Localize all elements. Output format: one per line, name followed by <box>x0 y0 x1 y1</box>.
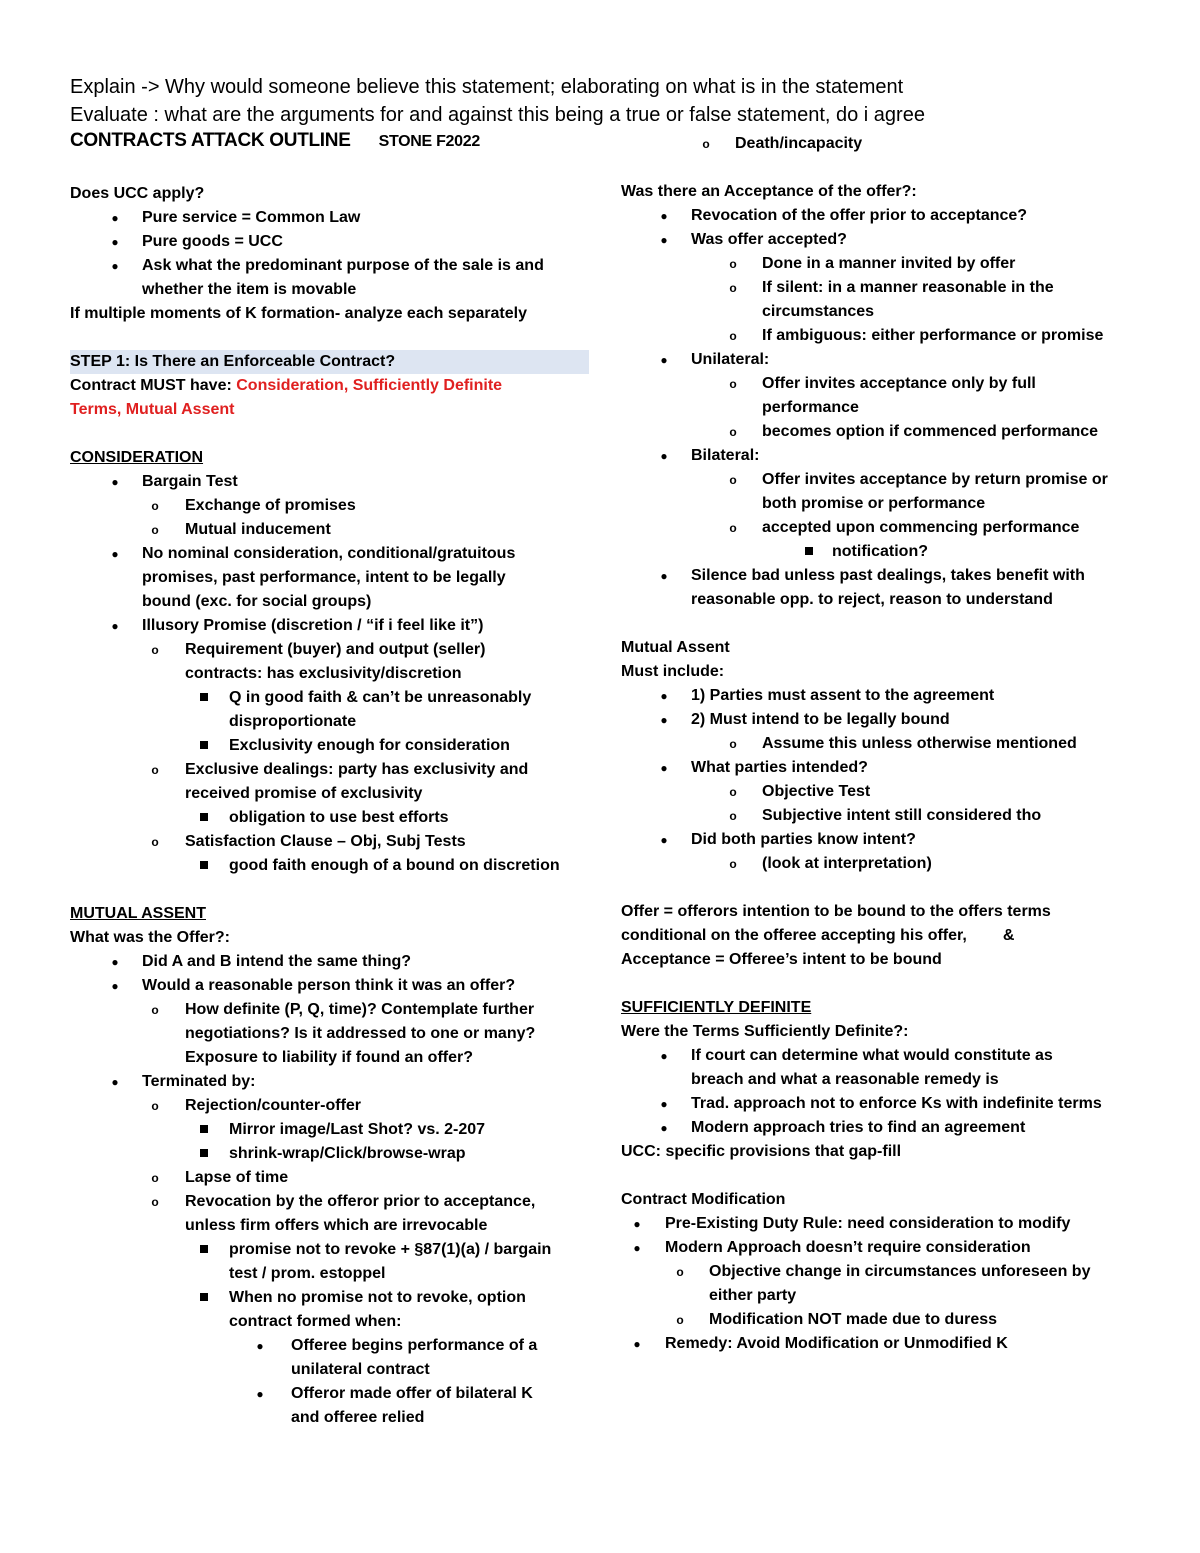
item-text: Objective Test <box>762 783 871 800</box>
list-item-continued: negotiations? Is it addressed to one or many? <box>185 1025 536 1042</box>
circle-bullet-icon: o <box>729 425 737 439</box>
title-text: CONTRACTS ATTACK OUTLINE <box>70 130 351 151</box>
circle-bullet-icon: o <box>151 835 159 849</box>
item-text: Assume this unless otherwise mentioned <box>762 735 1077 752</box>
bullet-icon: ● <box>660 1049 668 1063</box>
list-item-continued: unilateral contract <box>291 1361 430 1378</box>
square-bullet-icon <box>200 813 208 821</box>
item-text: Did both parties know intent? <box>691 831 916 848</box>
item-text: No nominal consideration, conditional/gratuitous <box>142 545 516 562</box>
item-text: How definite (P, Q, time)? Contemplate further <box>185 1001 535 1018</box>
list-item <box>621 228 1141 252</box>
bullet-icon: ● <box>660 833 668 847</box>
bullet-icon: ● <box>111 979 119 993</box>
item-text: becomes option if commenced performance <box>762 423 1099 440</box>
circle-bullet-icon: o <box>729 785 737 799</box>
list-item <box>621 1092 1141 1116</box>
list-item <box>70 998 585 1022</box>
square-bullet-icon <box>200 1149 208 1157</box>
list-item <box>70 830 585 854</box>
list-item-continued: unless firm offers which are irrevocable <box>185 1217 488 1234</box>
circle-bullet-icon: o <box>151 1171 159 1185</box>
list-item <box>621 1308 1141 1332</box>
list-item <box>70 1166 585 1190</box>
list-item <box>70 1094 585 1118</box>
item-text: Mutual inducement <box>185 521 331 538</box>
list-item-continued: and offeree relied <box>291 1409 425 1426</box>
list-item <box>70 806 585 830</box>
list-item <box>621 1044 1141 1068</box>
bullet-icon: ● <box>111 1075 119 1089</box>
item-text: Lapse of time <box>185 1169 289 1186</box>
list-item <box>70 1382 585 1406</box>
bullet-icon: ● <box>111 619 119 633</box>
square-bullet-icon <box>200 741 208 749</box>
item-text: Offeree begins performance of a <box>291 1337 538 1354</box>
item-text: Was offer accepted? <box>691 231 847 248</box>
item-text: obligation to use best efforts <box>229 809 449 826</box>
list-item <box>70 950 585 974</box>
item-text: Pure goods = UCC <box>142 233 283 250</box>
offer-definition-cont <box>621 924 1141 948</box>
circle-bullet-icon: o <box>729 257 737 271</box>
list-item <box>621 324 1141 348</box>
offer-question: What was the Offer?: <box>70 929 231 946</box>
item-text: (look at interpretation) <box>762 855 932 872</box>
circle-bullet-icon: o <box>729 329 737 343</box>
offer-definition-text: conditional on the offeree accepting his offer, <box>621 927 967 944</box>
item-text: Illusory Promise (discretion / “if i feel like it”) <box>142 617 484 634</box>
list-item <box>621 204 1141 228</box>
list-item-continued: test / prom. estoppel <box>229 1265 386 1282</box>
circle-bullet-icon: o <box>151 643 159 657</box>
list-item <box>621 540 1141 564</box>
list-item <box>621 1116 1141 1140</box>
item-text: 2) Must intend to be legally bound <box>691 711 950 728</box>
item-text: Subjective intent still considered tho <box>762 807 1042 824</box>
item-text: Done in a manner invited by offer <box>762 255 1016 272</box>
bullet-icon: ● <box>660 1097 668 1111</box>
list-item <box>621 348 1141 372</box>
item-text: Remedy: Avoid Modification or Unmodified K <box>665 1335 1008 1352</box>
list-item <box>70 542 585 566</box>
item-text: If ambiguous: either performance or promise <box>762 327 1104 344</box>
terms-question: Were the Terms Sufficiently Definite?: <box>621 1023 909 1040</box>
circle-bullet-icon: o <box>151 499 159 513</box>
ucc-gap-fill: UCC: specific provisions that gap-fill <box>621 1143 902 1160</box>
square-bullet-icon <box>200 1245 208 1253</box>
bullet-icon: ● <box>111 259 119 273</box>
list-item <box>70 1070 585 1094</box>
item-text: Death/incapacity <box>735 135 863 152</box>
must-include: Must include: <box>621 663 725 680</box>
square-bullet-icon <box>200 1293 208 1301</box>
bullet-icon: ● <box>256 1339 264 1353</box>
list-item <box>70 230 585 254</box>
right-column <box>621 132 1141 1356</box>
circle-bullet-icon: o <box>729 377 737 391</box>
contract-modification-heading: Contract Modification <box>621 1191 786 1208</box>
bullet-icon: ● <box>111 547 119 561</box>
list-item-continued: reasonable opp. to reject, reason to understand <box>691 591 1053 608</box>
list-item <box>70 1286 585 1310</box>
page-title <box>70 130 480 152</box>
item-text: What parties intended? <box>691 759 868 776</box>
item-text: Pure service = Common Law <box>142 209 361 226</box>
bullet-icon: ● <box>660 1121 668 1135</box>
bullet-icon: ● <box>660 233 668 247</box>
list-item <box>70 638 585 662</box>
list-item <box>621 468 1141 492</box>
list-item <box>70 1334 585 1358</box>
list-item <box>621 732 1141 756</box>
list-item <box>70 758 585 782</box>
list-item <box>621 804 1141 828</box>
list-item-continued: performance <box>762 399 859 416</box>
circle-bullet-icon: o <box>729 521 737 535</box>
bullet-icon: ● <box>111 235 119 249</box>
list-item-continued: either party <box>709 1287 797 1304</box>
list-item-continued: disproportionate <box>229 713 357 730</box>
must-have-prefix: Contract MUST have: <box>70 377 237 394</box>
must-have <box>70 374 585 398</box>
item-text: Exclusivity enough for consideration <box>229 737 510 754</box>
item-text: Offeror made offer of bilateral K <box>291 1385 533 1402</box>
item-text: If court can determine what would constitute as <box>691 1047 1053 1064</box>
list-item <box>621 564 1141 588</box>
list-item <box>621 372 1141 396</box>
list-item <box>621 1332 1141 1356</box>
item-text: Terminated by: <box>142 1073 256 1090</box>
item-text: Bargain Test <box>142 473 238 490</box>
list-item <box>621 1212 1141 1236</box>
item-text: Satisfaction Clause – Obj, Subj Tests <box>185 833 466 850</box>
circle-bullet-icon: o <box>151 1195 159 1209</box>
bullet-icon: ● <box>111 955 119 969</box>
circle-bullet-icon: o <box>676 1265 684 1279</box>
must-have-elements-cont: Terms, Mutual Assent <box>70 401 235 418</box>
item-text: Bilateral: <box>691 447 760 464</box>
list-item-continued: received promise of exclusivity <box>185 785 423 802</box>
list-item-continued: both promise or performance <box>762 495 986 512</box>
sufficiently-definite-heading: SUFFICIENTLY DEFINITE <box>621 999 812 1016</box>
item-text: When no promise not to revoke, option <box>229 1289 526 1306</box>
list-item <box>70 254 585 278</box>
list-item <box>621 252 1141 276</box>
bullet-icon: ● <box>660 353 668 367</box>
item-text: Objective change in circumstances unforeseen by <box>709 1263 1091 1280</box>
list-item <box>70 974 585 998</box>
item-text: Q in good faith & can’t be unreasonably <box>229 689 532 706</box>
ampersand: & <box>1002 927 1015 944</box>
item-text: If silent: in a manner reasonable in the <box>762 279 1054 296</box>
bullet-icon: ● <box>660 449 668 463</box>
list-item <box>621 756 1141 780</box>
list-item <box>70 470 585 494</box>
circle-bullet-icon: o <box>151 1003 159 1017</box>
item-text: notification? <box>832 543 928 560</box>
circle-bullet-icon: o <box>151 1099 159 1113</box>
list-item <box>621 276 1141 300</box>
square-bullet-icon <box>200 693 208 701</box>
list-item <box>70 206 585 230</box>
list-item <box>621 684 1141 708</box>
item-text: 1) Parties must assent to the agreement <box>691 687 995 704</box>
item-text: Offer invites acceptance by return promise or <box>762 471 1108 488</box>
bullet-icon: ● <box>660 713 668 727</box>
item-text: Ask what the predominant purpose of the sale is and <box>142 257 544 274</box>
list-item-continued: Exposure to liability if found an offer? <box>185 1049 474 1066</box>
list-item <box>70 494 585 518</box>
list-item <box>70 734 585 758</box>
list-item <box>621 1236 1141 1260</box>
mutual-assent-heading: MUTUAL ASSENT <box>70 905 206 922</box>
mutual-assent-subheading: Mutual Assent <box>621 639 730 656</box>
bullet-icon: ● <box>633 1241 641 1255</box>
item-text: promise not to revoke + §87(1)(a) / bargain <box>229 1241 552 1258</box>
ucc-heading: Does UCC apply? <box>70 185 205 202</box>
left-column <box>70 182 585 1430</box>
list-item-continued: whether the item is movable <box>142 281 357 298</box>
item-text: accepted upon commencing performance <box>762 519 1080 536</box>
list-item-continued: breach and what a reasonable remedy is <box>691 1071 999 1088</box>
square-bullet-icon <box>805 547 813 555</box>
item-text: Exchange of promises <box>185 497 356 514</box>
circle-bullet-icon: o <box>729 737 737 751</box>
bullet-icon: ● <box>660 209 668 223</box>
bullet-icon: ● <box>660 689 668 703</box>
item-text: Revocation of the offer prior to acceptance? <box>691 207 1028 224</box>
explain-note: Explain -> Why would someone believe this statement; elaborating on what is in the statement <box>70 76 904 98</box>
item-text: Silence bad unless past dealings, takes benefit with <box>691 567 1085 584</box>
list-item-continued: circumstances <box>762 303 875 320</box>
list-item <box>70 686 585 710</box>
bullet-icon: ● <box>256 1387 264 1401</box>
item-text: Unilateral: <box>691 351 770 368</box>
list-item-continued: bound (exc. for social groups) <box>142 593 372 610</box>
list-item <box>70 614 585 638</box>
list-item <box>621 420 1141 444</box>
acceptance-definition: Acceptance = Offeree’s intent to be bound <box>621 951 942 968</box>
circle-bullet-icon: o <box>676 1313 684 1327</box>
item-text: Mirror image/Last Shot? vs. 2-207 <box>229 1121 486 1138</box>
offer-definition: Offer = offerors intention to be bound to the offers terms <box>621 903 1051 920</box>
list-item <box>70 854 585 878</box>
evaluate-note: Evaluate : what are the arguments for and against this being a true or false statement, do i agree <box>70 104 925 126</box>
bullet-icon: ● <box>660 761 668 775</box>
list-item <box>621 708 1141 732</box>
square-bullet-icon <box>200 1125 208 1133</box>
title-subtitle: STONE F2022 <box>378 133 480 150</box>
item-text: Modern Approach doesn’t require consideration <box>665 1239 1031 1256</box>
must-have-elements: Consideration, Sufficiently Definite <box>236 377 503 394</box>
list-item <box>70 1142 585 1166</box>
circle-bullet-icon: o <box>151 523 159 537</box>
bullet-icon: ● <box>660 569 668 583</box>
list-item <box>70 1238 585 1262</box>
list-item <box>70 1190 585 1214</box>
item-text: Modification NOT made due to duress <box>709 1311 998 1328</box>
item-text: Trad. approach not to enforce Ks with indefinite terms <box>691 1095 1102 1112</box>
item-text: Requirement (buyer) and output (seller) <box>185 641 486 658</box>
list-item <box>621 1260 1141 1284</box>
item-text: shrink-wrap/Click/browse-wrap <box>229 1145 466 1162</box>
acceptance-question: Was there an Acceptance of the offer?: <box>621 183 917 200</box>
item-text: Would a reasonable person think it was an offer? <box>142 977 516 994</box>
circle-bullet-icon: o <box>151 763 159 777</box>
item-text: good faith enough of a bound on discretion <box>229 857 560 874</box>
circle-bullet-icon: o <box>729 857 737 871</box>
list-item-continued: contract formed when: <box>229 1313 402 1330</box>
list-item <box>621 132 1141 156</box>
list-item <box>621 828 1141 852</box>
list-item <box>70 1118 585 1142</box>
list-item-continued: contracts: has exclusivity/discretion <box>185 665 462 682</box>
step1-banner: STEP 1: Is There an Enforceable Contract? <box>70 350 589 374</box>
item-text: Did A and B intend the same thing? <box>142 953 412 970</box>
list-item <box>621 780 1141 804</box>
list-item <box>621 516 1141 540</box>
list-item <box>70 518 585 542</box>
item-text: Offer invites acceptance only by full <box>762 375 1036 392</box>
item-text: Exclusive dealings: party has exclusivity and <box>185 761 529 778</box>
item-text: Pre-Existing Duty Rule: need consideration to modify <box>665 1215 1071 1232</box>
circle-bullet-icon: o <box>729 281 737 295</box>
circle-bullet-icon: o <box>702 137 710 151</box>
square-bullet-icon <box>200 861 208 869</box>
item-text: Rejection/counter-offer <box>185 1097 362 1114</box>
item-text: Revocation by the offeror prior to acceptance, <box>185 1193 536 1210</box>
bullet-icon: ● <box>111 211 119 225</box>
circle-bullet-icon: o <box>729 809 737 823</box>
item-text: Modern approach tries to find an agreement <box>691 1119 1026 1136</box>
list-item-continued: promises, past performance, intent to be legally <box>142 569 506 586</box>
bullet-icon: ● <box>111 475 119 489</box>
list-item <box>621 444 1141 468</box>
bullet-icon: ● <box>633 1337 641 1351</box>
circle-bullet-icon: o <box>729 473 737 487</box>
consideration-heading: CONSIDERATION <box>70 449 204 466</box>
list-item <box>621 852 1141 876</box>
multiple-note: If multiple moments of K formation- analyze each separately <box>70 305 527 322</box>
bullet-icon: ● <box>633 1217 641 1231</box>
